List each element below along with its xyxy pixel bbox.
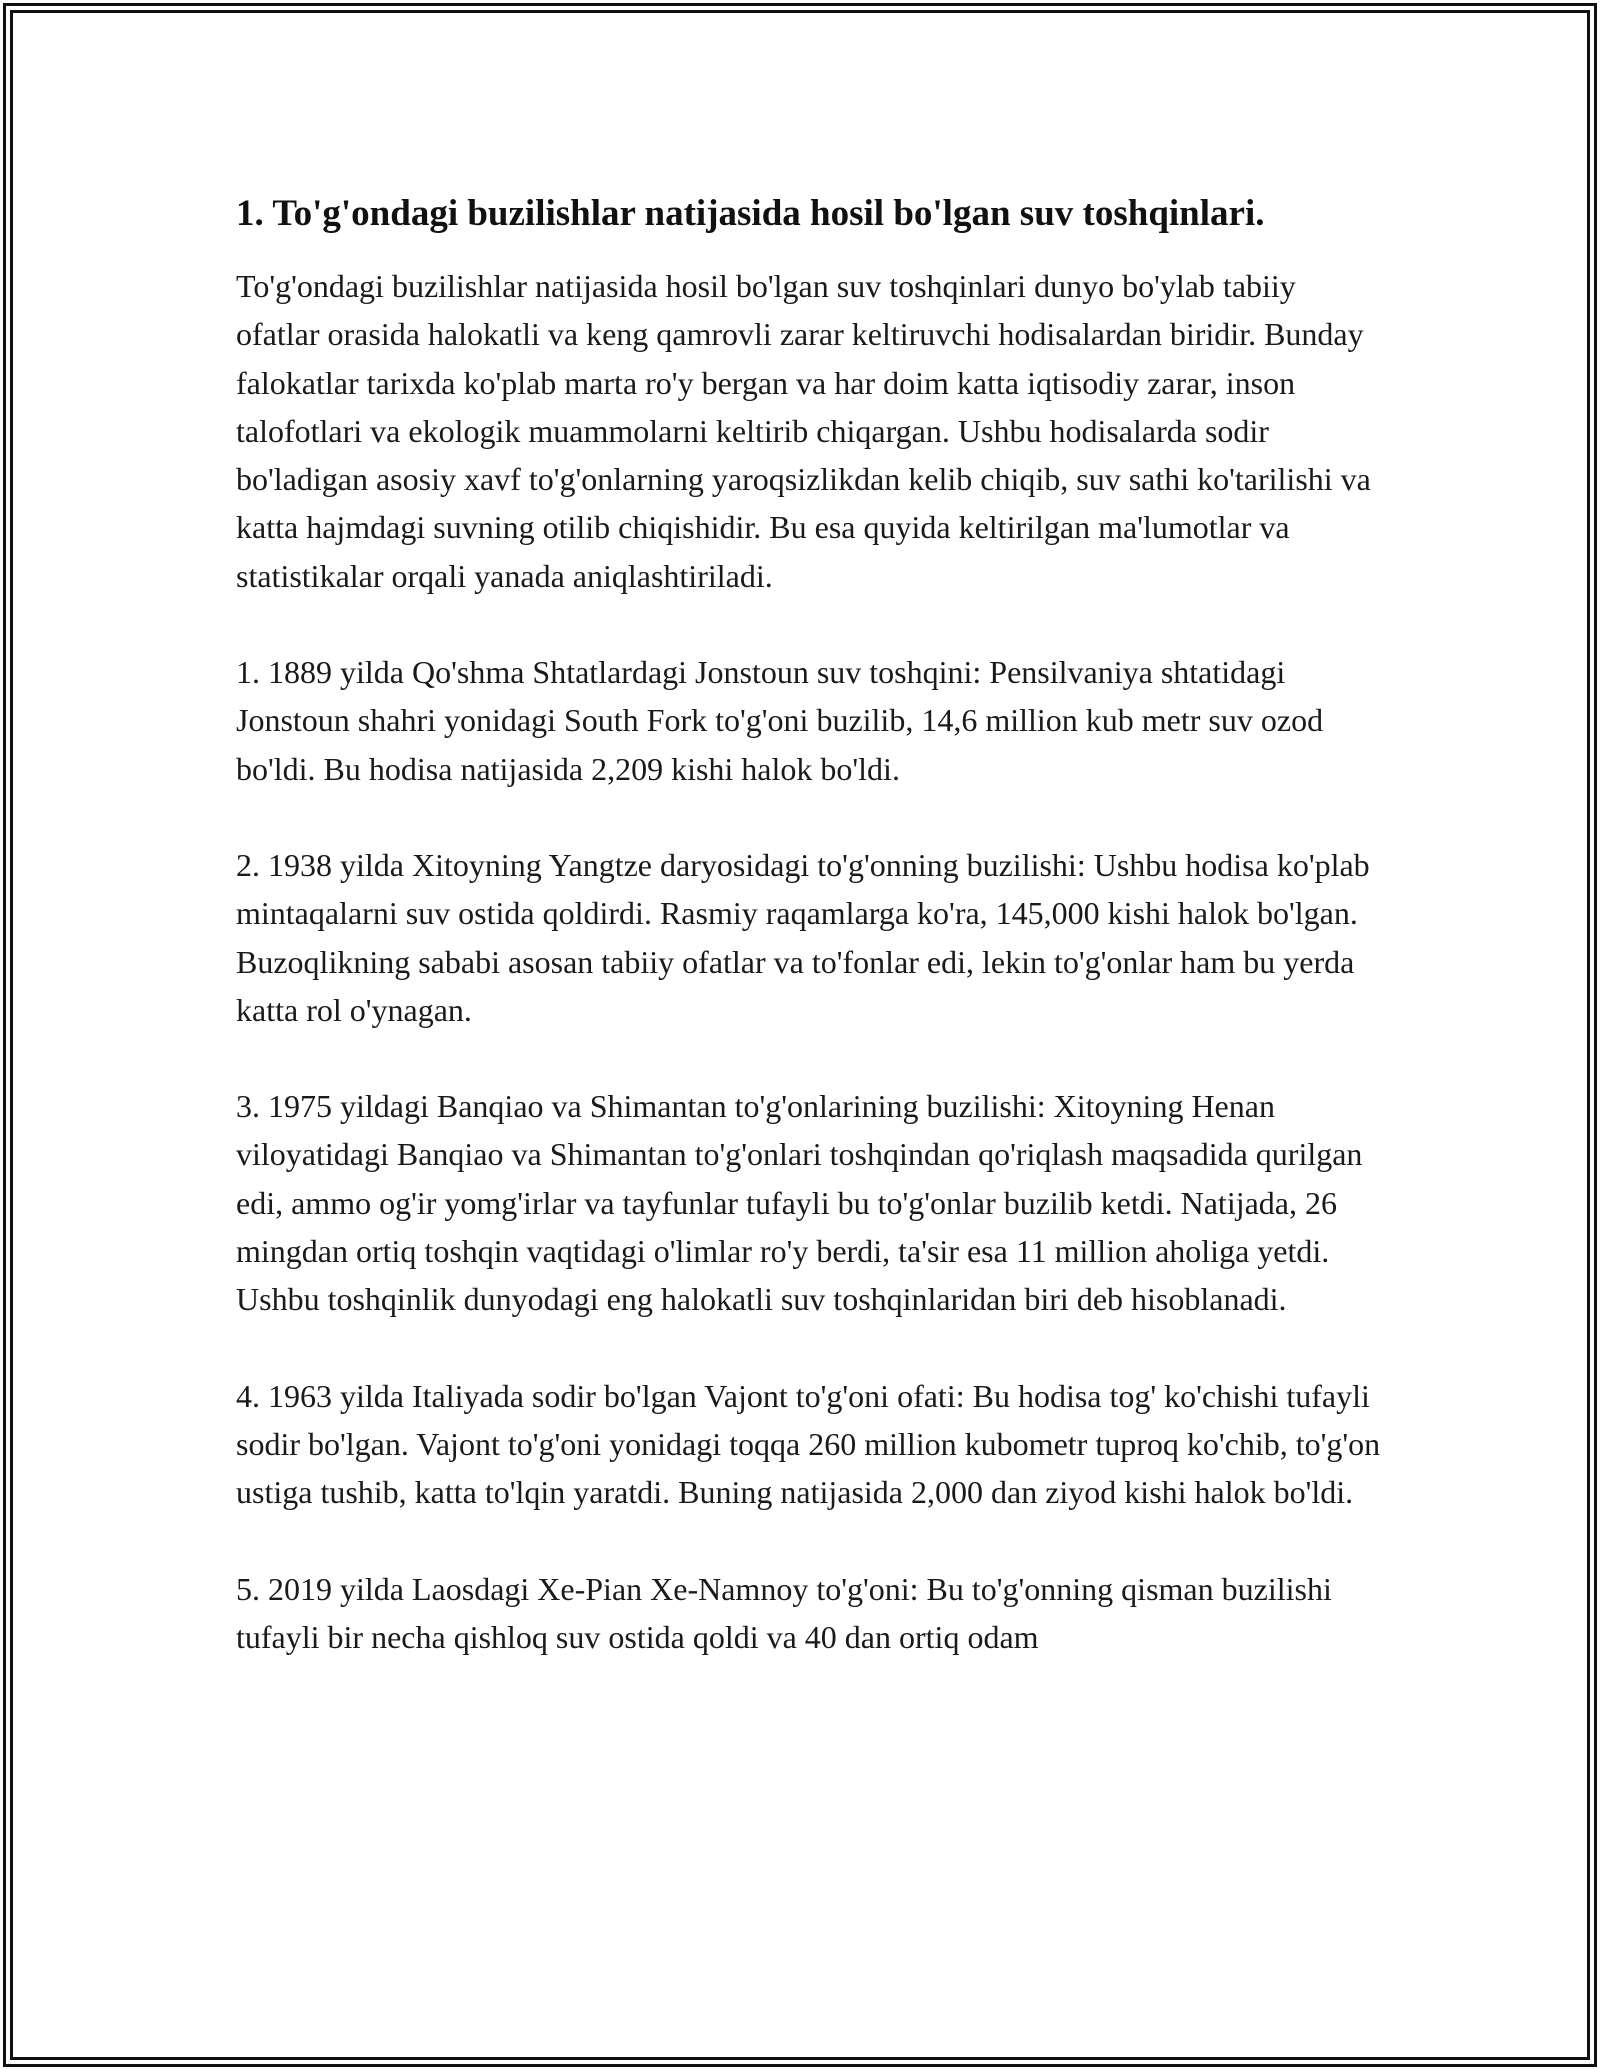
list-item-2019-laos: 5. 2019 yilda Laosdagi Xe-Pian Xe-Namnoy to'g'oni: Bu to'g'onning qisman buzilishi tufayli bir necha qishloq suv ostida qoldi va 40 dan ortiq odam: [236, 1570, 1332, 1655]
intro-paragraph: To'g'ondagi buzilishlar natijasida hosil bo'lgan suv toshqinlari dunyo bo'ylab tabiiy ofatlar orasida halokatli va keng qamrovli zarar keltiruvchi hodisalardan biridir. Bunday falokatlar tarixda ko'plab marta ro'y bergan va har doim katta iqtisodiy zarar, inson talofotlari va ekologik muammolarni keltirib chiqargan. Ushbu hodisalarda sodir bo'ladigan asosiy xavf to'g'onlarning yaroqsizlikdan kelib chiqib, suv sathi ko'tarilishi va katta hajmdagi suvning otilib chiqishidir. Bu esa quyida keltirilgan ma'lumotlar va statistikalar orqali yanada aniqlashtiriladi.: [236, 268, 1371, 594]
document-body: [236, 188, 1386, 1709]
list-item-1963-vajont: 4. 1963 yilda Italiyada sodir bo'lgan Vajont to'g'oni ofati: Bu hodisa tog' ko'chishi tufayli sodir bo'lgan. Vajont to'g'oni yonidagi toqqa 260 million kubometr tuproq ko'chib, to'g'on ustiga tushib, katta to'lqin yaratdi. Buning natijasida 2,000 dan ziyod kishi halok bo'ldi.: [236, 1377, 1381, 1511]
list-item-1889-johnstown: 1. 1889 yilda Qo'shma Shtatlardagi Jonstoun suv toshqini: Pensilvaniya shtatidagi Jonstoun shahri yonidagi South Fork to'g'oni buzilib, 14,6 million kub metr suv ozod bo'ldi. Bu hodisa natijasida 2,209 kishi halok bo'ldi.: [236, 654, 1324, 787]
list-item-1938-yangtze: 2. 1938 yilda Xitoyning Yangtze daryosidagi to'g'onning buzilishi: Ushbu hodisa ko'plab mintaqalarni suv ostida qoldirdi. Rasmiy raqamlarga ko'ra, 145,000 kishi halok bo'lgan. Buzoqlikning sababi asosan tabiiy ofatlar va to'fonlar edi, lekin to'g'onlar ham bu yerda katta rol o'ynagan.: [236, 846, 1370, 1028]
section-heading: 1. To'g'ondagi buzilishlar natijasida hosil bo'lgan suv toshqinlari.: [236, 193, 1265, 234]
list-item-1975-banqiao: 3. 1975 yildagi Banqiao va Shimantan to'g'onlarining buzilishi: Xitoyning Henan viloyatidagi Banqiao va Shimantan to'g'onlari toshqindan qo'riqlash maqsadida qurilgan edi, ammo og'ir yomg'irlar va tayfunlar tufayli bu to'g'onlar buzilib ketdi. Natijada, 26 mingdan ortiq toshqin vaqtidagi o'limlar ro'y berdi, ta'sir esa 11 million aholiga yetdi. Ushbu toshqinlik dunyodagi eng halokatli suv toshqinlaridan biri deb hisoblanadi.: [236, 1088, 1363, 1318]
